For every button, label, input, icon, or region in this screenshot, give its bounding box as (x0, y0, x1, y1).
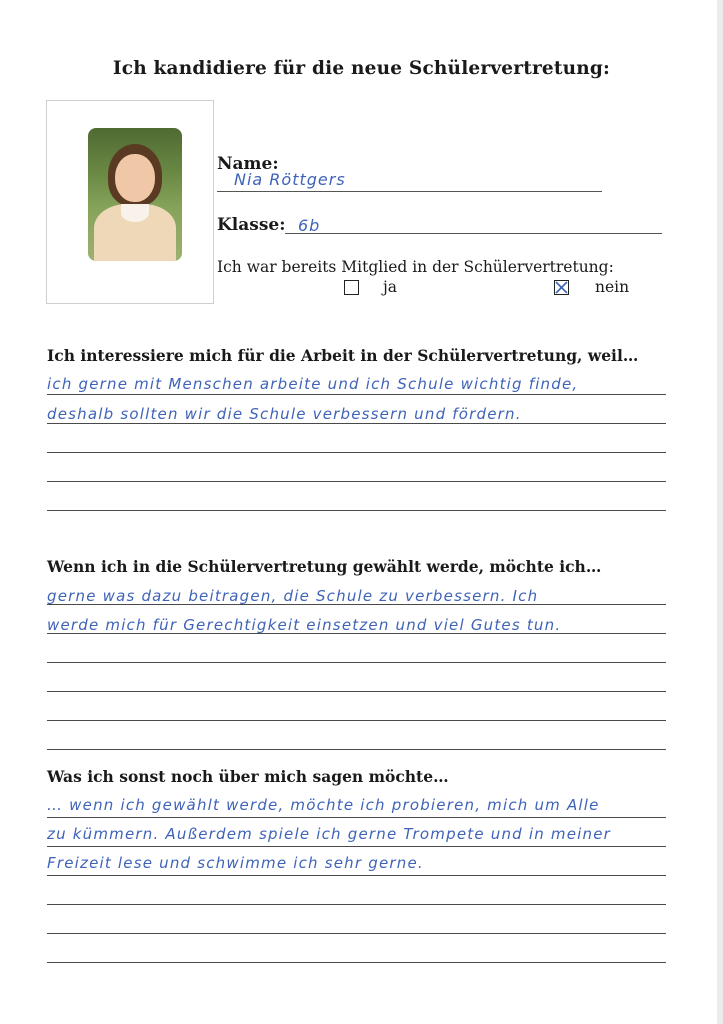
answer-rule (47, 846, 666, 847)
answer-rule (47, 510, 666, 511)
check-cross-icon (555, 281, 568, 294)
answer-line: … wenn ich gewählt werde, möchte ich probieren, mich um Alle (47, 796, 600, 814)
answer-line: gerne was dazu beitragen, die Schule zu verbessern. Ich (47, 587, 539, 605)
answer-rule (47, 423, 666, 424)
answer-rule (47, 749, 666, 750)
answer-line: werde mich für Gerechtigkeit einsetzen und viel Gutes tun. (47, 616, 562, 634)
page-title: Ich kandidiere für die neue Schülervertretung: (112, 58, 611, 79)
answer-rule (47, 662, 666, 663)
class-label: Klasse: (217, 215, 286, 235)
name-value: Nia Röttgers (234, 170, 346, 189)
member-question: Ich war bereits Mitglied in der Schülervertretung: (217, 258, 614, 276)
answer-rule (47, 633, 666, 634)
page-edge (717, 0, 723, 1024)
section-heading-interest: Ich interessiere mich für die Arbeit in der Schülervertretung, weil… (47, 346, 639, 365)
checkbox-ja[interactable] (344, 280, 359, 295)
class-underline (285, 233, 662, 234)
section-heading-about: Was ich sonst noch über mich sagen möchte… (47, 767, 449, 786)
name-label: Name: (217, 154, 279, 174)
answer-rule (47, 720, 666, 721)
checkbox-nein[interactable] (554, 280, 569, 295)
class-value: 6b (298, 216, 321, 235)
answer-line: zu kümmern. Außerdem spiele ich gerne Trompete und in meiner (47, 825, 611, 843)
answer-rule (47, 394, 666, 395)
answer-rule (47, 933, 666, 934)
option-nein-label: nein (595, 278, 630, 296)
answer-rule (47, 604, 666, 605)
answer-line: ich gerne mit Menschen arbeite und ich Schule wichtig finde, (47, 375, 579, 393)
answer-rule (47, 904, 666, 905)
answer-rule (47, 452, 666, 453)
answer-rule (47, 875, 666, 876)
answer-line: deshalb sollten wir die Schule verbessern und fördern. (47, 405, 522, 423)
section-heading-goals: Wenn ich in die Schülervertretung gewählt werde, möchte ich… (47, 557, 602, 576)
answer-line: Freizeit lese und schwimme ich sehr gerne. (47, 854, 424, 872)
answer-rule (47, 962, 666, 963)
answer-rule (47, 691, 666, 692)
answer-rule (47, 481, 666, 482)
name-underline (217, 191, 602, 192)
answer-rule (47, 817, 666, 818)
option-ja-label: ja (383, 278, 398, 296)
candidate-photo (88, 128, 182, 261)
